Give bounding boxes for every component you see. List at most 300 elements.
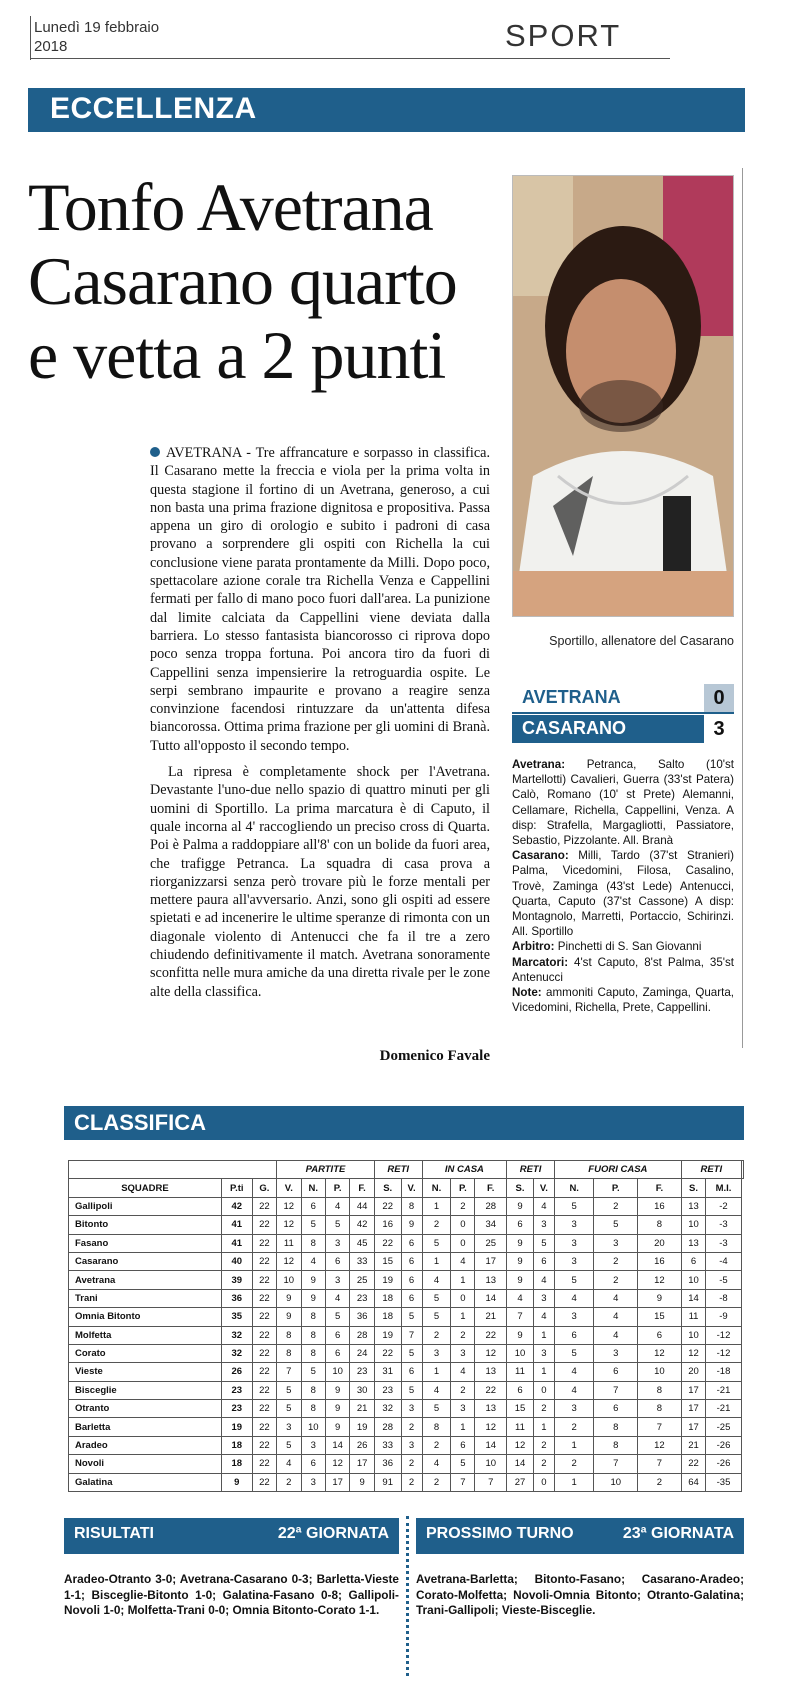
stat-cell: 20 <box>681 1363 705 1381</box>
stat-cell: -18 <box>706 1363 742 1381</box>
table-row <box>69 1216 744 1234</box>
stat-cell: 9 <box>277 1308 301 1326</box>
stat-cell: 8 <box>301 1326 325 1344</box>
table-row <box>69 1455 744 1473</box>
lineup-casarano <box>512 848 734 939</box>
points-cell: 19 <box>221 1418 252 1436</box>
match-report <box>512 757 734 1015</box>
stat-cell: 3 <box>301 1436 325 1454</box>
stat-cell: 11 <box>507 1363 534 1381</box>
stat-cell: 10 <box>681 1271 705 1289</box>
scorers-label: Marcatori: <box>512 955 569 969</box>
team-name: Avetrana <box>69 1271 222 1289</box>
column-header: N. <box>301 1179 325 1197</box>
table-row <box>69 1344 744 1362</box>
stat-cell: 9 <box>507 1234 534 1252</box>
stat-cell: 8 <box>277 1326 301 1344</box>
next-round-band <box>416 1518 744 1554</box>
group-header: IN CASA <box>422 1161 507 1179</box>
stat-cell: 2 <box>451 1326 475 1344</box>
stat-cell: 4 <box>533 1271 554 1289</box>
author-byline: Domenico Favale <box>379 1048 490 1064</box>
table-row <box>69 1197 744 1215</box>
points-cell: 18 <box>221 1436 252 1454</box>
section-title: SPORT <box>505 18 622 53</box>
stat-cell: 5 <box>301 1216 325 1234</box>
stat-cell: 5 <box>401 1381 422 1399</box>
team-name: Casarano <box>69 1252 222 1270</box>
table-row <box>69 1308 744 1326</box>
stat-cell: 14 <box>475 1436 507 1454</box>
paragraph-1 <box>150 444 490 755</box>
team-name: Molfetta <box>69 1326 222 1344</box>
stat-cell: 22 <box>252 1344 276 1362</box>
stat-cell: 22 <box>252 1197 276 1215</box>
next-round-text: Avetrana-Barletta; Bitonto-Fasano; Casarano-Aradeo; Corato-Molfetta; Novoli-Omnia Bitonto; Otranto-Galatina; Trani-Gallipoli; Vieste-Bisceglie. <box>416 1572 744 1617</box>
stat-cell: -35 <box>706 1473 742 1491</box>
header-divider <box>30 16 31 60</box>
stat-cell: 12 <box>277 1252 301 1270</box>
stat-cell: 5 <box>277 1400 301 1418</box>
stat-cell: 9 <box>301 1271 325 1289</box>
stat-cell: 6 <box>554 1326 594 1344</box>
stat-cell: 4 <box>533 1308 554 1326</box>
bullet-icon <box>150 447 160 457</box>
stat-cell: 25 <box>350 1271 374 1289</box>
points-cell: 18 <box>221 1455 252 1473</box>
points-cell: 23 <box>221 1400 252 1418</box>
stat-cell: 17 <box>681 1400 705 1418</box>
column-header: P. <box>451 1179 475 1197</box>
stat-cell: -9 <box>706 1308 742 1326</box>
stat-cell: 4 <box>554 1363 594 1381</box>
stat-cell: 6 <box>507 1381 534 1399</box>
stat-cell: 19 <box>350 1418 374 1436</box>
table-row <box>69 1326 744 1344</box>
points-cell: 23 <box>221 1381 252 1399</box>
points-cell: 41 <box>221 1234 252 1252</box>
home-goals: 0 <box>704 684 734 712</box>
stat-cell: 9 <box>638 1289 682 1307</box>
score-home-row <box>512 684 734 714</box>
stat-cell: 33 <box>374 1436 401 1454</box>
stat-cell: 2 <box>533 1400 554 1418</box>
team-name: Fasano <box>69 1234 222 1252</box>
stat-cell: 5 <box>422 1234 451 1252</box>
points-cell: 42 <box>221 1197 252 1215</box>
table-row <box>69 1289 744 1307</box>
stat-cell: 5 <box>401 1344 422 1362</box>
stat-cell: 12 <box>475 1418 507 1436</box>
paragraph-1-text: - Tre affrancature e sorpasso in classifica. Il Casarano mette la freccia e viola per la prima volta in questa stagione il fortino di un Avetrana, generoso, a cui non basta una prima frazione dignitosa e propositiva. Passa appena un giro di orologio e subito i padroni di casa provano a sorprendere gli ospiti con Richella la cui conclusione viene parata prontamente da Milli. Dopo poco, spettacolare azione corale tra Richella Venza e Cappellini fermati per fallo di mano poco fuori dall'area. La punizione dal limite calciata da Cappellini viene deviata dalla barriera. Lo stesso fantasista biancorosso ci riprova dopo poco senza troppa fortuna. Poi ancora tiro da fuori di Cappellini senza impensierire la retroguardia ospite. Le serpi sembrano impaurite e provano a reagire senza convinzione facendosi rintuzzare da un'attenta difesa biancorossa. Ottima prima frazione per gli uomini di Branà. Tutto all'opposto il secondo tempo. <box>150 445 490 754</box>
notes <box>512 985 734 1015</box>
stat-cell: 4 <box>594 1308 638 1326</box>
stat-cell: 31 <box>374 1363 401 1381</box>
stat-cell: 22 <box>252 1234 276 1252</box>
stat-cell: 5 <box>401 1308 422 1326</box>
person-photo-icon <box>513 176 733 616</box>
stat-cell: 30 <box>350 1381 374 1399</box>
stat-cell: 7 <box>594 1381 638 1399</box>
group-header: FUORI CASA <box>554 1161 681 1179</box>
stat-cell: 4 <box>554 1289 594 1307</box>
stat-cell: 0 <box>451 1289 475 1307</box>
stat-cell: 9 <box>350 1473 374 1491</box>
stat-cell: 3 <box>594 1344 638 1362</box>
stat-cell: 5 <box>301 1363 325 1381</box>
stat-cell: 22 <box>374 1344 401 1362</box>
stat-cell: 9 <box>507 1197 534 1215</box>
stat-cell: 4 <box>325 1197 349 1215</box>
stat-cell: 44 <box>350 1197 374 1215</box>
stat-cell: 3 <box>401 1400 422 1418</box>
stat-cell: 7 <box>507 1308 534 1326</box>
photo-caption: Sportillo, allenatore del Casarano <box>549 634 734 648</box>
stat-cell: 1 <box>554 1436 594 1454</box>
group-empty <box>741 1161 743 1179</box>
article-body <box>150 444 490 1001</box>
issue-date: Lunedì 19 febbraio 2018 <box>34 19 160 55</box>
stat-cell: 22 <box>681 1455 705 1473</box>
stat-cell: 12 <box>638 1344 682 1362</box>
column-header: N. <box>422 1179 451 1197</box>
score-away-row <box>512 715 734 743</box>
team-name: Novoli <box>69 1455 222 1473</box>
column-header: S. <box>681 1179 705 1197</box>
table-row <box>69 1473 744 1491</box>
stat-cell: 3 <box>533 1344 554 1362</box>
stat-cell: 7 <box>594 1455 638 1473</box>
stat-cell: 8 <box>594 1418 638 1436</box>
stat-cell: 6 <box>507 1216 534 1234</box>
stat-cell: 3 <box>554 1252 594 1270</box>
stat-cell: 5 <box>554 1271 594 1289</box>
stat-cell: 12 <box>638 1436 682 1454</box>
table-row <box>69 1271 744 1289</box>
stat-cell: 10 <box>301 1418 325 1436</box>
stat-cell: 14 <box>475 1289 507 1307</box>
column-header: P.ti <box>221 1179 252 1197</box>
stat-cell: 22 <box>374 1197 401 1215</box>
stat-cell: 9 <box>507 1326 534 1344</box>
stat-cell: 5 <box>451 1455 475 1473</box>
stat-cell: 5 <box>422 1308 451 1326</box>
stat-cell: 3 <box>554 1400 594 1418</box>
stat-cell: 10 <box>475 1455 507 1473</box>
stat-cell: 28 <box>475 1197 507 1215</box>
stat-cell: 6 <box>451 1436 475 1454</box>
stat-cell: 4 <box>451 1252 475 1270</box>
stat-cell: 1 <box>533 1326 554 1344</box>
stat-cell: 19 <box>374 1326 401 1344</box>
stat-cell: 8 <box>301 1234 325 1252</box>
stat-cell: 1 <box>451 1418 475 1436</box>
team-name: Gallipoli <box>69 1197 222 1215</box>
stat-cell: -5 <box>706 1271 742 1289</box>
stat-cell: 64 <box>681 1473 705 1491</box>
team-name: Trani <box>69 1289 222 1307</box>
stat-cell: 34 <box>475 1216 507 1234</box>
stat-cell: 1 <box>533 1363 554 1381</box>
stat-cell: 18 <box>374 1289 401 1307</box>
stat-cell: 8 <box>638 1400 682 1418</box>
stat-cell: -4 <box>706 1252 742 1270</box>
column-header: SQUADRE <box>69 1179 222 1197</box>
referee-text: Pinchetti di S. San Giovanni <box>554 940 702 954</box>
stat-cell: 6 <box>301 1197 325 1215</box>
stat-cell: 10 <box>681 1326 705 1344</box>
stat-cell: 6 <box>401 1289 422 1307</box>
stat-cell: 36 <box>350 1308 374 1326</box>
stat-cell: 3 <box>301 1473 325 1491</box>
stat-cell: 5 <box>277 1436 301 1454</box>
stat-cell: 13 <box>475 1271 507 1289</box>
stat-cell: 15 <box>374 1252 401 1270</box>
lineup-casarano-text: Milli, Tardo (37'st Stranieri) Palma, Vicedomini, Filosa, Casalino, Trovè, Zaminga (43'st Lede) Antenucci, Quarta, Caputo (37'st Cassone) A disp: Montagnolo, Marretti, Portaccio, Schirinzi. All. Sportillo <box>512 849 734 939</box>
paragraph-2: La ripresa è completamente shock per l'Avetrana. Devastante l'uno-due nello spazio di quattro minuti per gli uomini di Sportillo. La prima marcatura è di Caputo, il quale incorna al 4' raccogliendo un preciso cross di Quarta. Poi è Palma a raddoppiare all'8' con un bolide da fuori area, che trafigge Petranca. La squadra di casa prova a riorganizzarsi senza però trovare più le forze mentali per mettere paura all'avversario. Anzi, sono gli ospiti ad essere spietati e ad incenerire le ultime speranze di rimonta con un diagonale violento di Antenucci che fa il tre a zero chiudendo definitivamente il match. Avetrana sonoramente sconfitta nelle mura amiche da una diretta rivale per le zone alte della classifica. <box>150 764 490 1000</box>
stat-cell: -2 <box>706 1197 742 1215</box>
stat-cell: 5 <box>554 1197 594 1215</box>
stat-cell: 3 <box>451 1344 475 1362</box>
stat-cell: 4 <box>533 1197 554 1215</box>
scorers-text: 4'st Caputo, 8'st Palma, 35'st Antenucci <box>512 955 734 984</box>
stat-cell: 2 <box>533 1436 554 1454</box>
stat-cell: 7 <box>475 1473 507 1491</box>
stat-cell: 23 <box>374 1381 401 1399</box>
stat-cell: -8 <box>706 1289 742 1307</box>
team-name: Vieste <box>69 1363 222 1381</box>
team-name: Aradeo <box>69 1436 222 1454</box>
stat-cell: 8 <box>422 1418 451 1436</box>
stat-cell: 6 <box>681 1252 705 1270</box>
stat-cell: 4 <box>422 1271 451 1289</box>
group-header: RETI <box>507 1161 555 1179</box>
stat-cell: 3 <box>277 1418 301 1436</box>
stat-cell: 7 <box>638 1418 682 1436</box>
stat-cell: 3 <box>451 1400 475 1418</box>
stat-cell: 2 <box>638 1473 682 1491</box>
stat-cell: 12 <box>277 1216 301 1234</box>
referee-label: Arbitro: <box>512 940 555 954</box>
stat-cell: 2 <box>401 1455 422 1473</box>
stat-cell: 2 <box>401 1418 422 1436</box>
stat-cell: 12 <box>277 1197 301 1215</box>
stat-cell: 3 <box>325 1271 349 1289</box>
stat-cell: -25 <box>706 1418 742 1436</box>
team-name: Omnia Bitonto <box>69 1308 222 1326</box>
stat-cell: 11 <box>681 1308 705 1326</box>
stat-cell: 26 <box>350 1436 374 1454</box>
stat-cell: 22 <box>252 1216 276 1234</box>
stat-cell: 2 <box>554 1455 594 1473</box>
results-round: 22ª GIORNATA <box>277 1525 389 1542</box>
stat-cell: 9 <box>507 1252 534 1270</box>
stat-cell: -26 <box>706 1455 742 1473</box>
stat-cell: 12 <box>475 1344 507 1362</box>
stat-cell: 7 <box>638 1455 682 1473</box>
standings-header-row <box>69 1179 744 1197</box>
stat-cell: 22 <box>475 1381 507 1399</box>
next-round-number: 23ª GIORNATA <box>622 1525 734 1542</box>
stat-cell: 16 <box>638 1197 682 1215</box>
stat-cell: 17 <box>681 1418 705 1436</box>
stat-cell: 1 <box>533 1418 554 1436</box>
stat-cell: 1 <box>451 1271 475 1289</box>
standings-band <box>64 1106 744 1140</box>
stat-cell: 6 <box>638 1326 682 1344</box>
stat-cell: 2 <box>451 1381 475 1399</box>
stat-cell: 15 <box>638 1308 682 1326</box>
stat-cell: 4 <box>594 1326 638 1344</box>
stat-cell: 4 <box>451 1363 475 1381</box>
stat-cell: 9 <box>507 1271 534 1289</box>
column-header: P. <box>325 1179 349 1197</box>
stat-cell: 21 <box>475 1308 507 1326</box>
stat-cell: 3 <box>422 1344 451 1362</box>
stat-cell: 32 <box>374 1400 401 1418</box>
stat-cell: 12 <box>507 1436 534 1454</box>
stat-cell: 25 <box>475 1234 507 1252</box>
stat-cell: 6 <box>301 1455 325 1473</box>
stat-cell: 12 <box>638 1271 682 1289</box>
stat-cell: -12 <box>706 1326 742 1344</box>
stat-cell: 6 <box>325 1326 349 1344</box>
stat-cell: 4 <box>325 1289 349 1307</box>
stat-cell: 5 <box>277 1381 301 1399</box>
stat-cell: 2 <box>554 1418 594 1436</box>
stat-cell: 17 <box>475 1252 507 1270</box>
stat-cell: 4 <box>594 1289 638 1307</box>
points-cell: 39 <box>221 1271 252 1289</box>
stat-cell: 2 <box>422 1216 451 1234</box>
team-name: Bisceglie <box>69 1381 222 1399</box>
stat-cell: 21 <box>350 1400 374 1418</box>
stat-cell: 22 <box>252 1363 276 1381</box>
stat-cell: 2 <box>533 1455 554 1473</box>
stat-cell: 22 <box>252 1400 276 1418</box>
stat-cell: 2 <box>422 1436 451 1454</box>
stat-cell: 17 <box>681 1381 705 1399</box>
group-header: RETI <box>681 1161 741 1179</box>
away-team: CASARANO <box>522 718 627 738</box>
stat-cell: 5 <box>325 1216 349 1234</box>
team-name: Otranto <box>69 1400 222 1418</box>
stat-cell: 3 <box>401 1436 422 1454</box>
header-rule <box>30 58 670 59</box>
stat-cell: 8 <box>301 1308 325 1326</box>
stat-cell: 22 <box>252 1381 276 1399</box>
points-cell: 36 <box>221 1289 252 1307</box>
stat-cell: 19 <box>374 1271 401 1289</box>
stat-cell: 6 <box>401 1271 422 1289</box>
points-cell: 32 <box>221 1344 252 1362</box>
stat-cell: 5 <box>594 1216 638 1234</box>
stat-cell: 6 <box>401 1363 422 1381</box>
stat-cell: 9 <box>277 1289 301 1307</box>
stat-cell: 4 <box>507 1289 534 1307</box>
stat-cell: 2 <box>401 1473 422 1491</box>
stat-cell: 14 <box>507 1455 534 1473</box>
scorers <box>512 955 734 985</box>
headline: Tonfo Avetrana Casarano quarto e vetta a 2 punti <box>28 169 457 393</box>
stat-cell: 6 <box>594 1363 638 1381</box>
stat-cell: 23 <box>350 1289 374 1307</box>
stat-cell: -3 <box>706 1234 742 1252</box>
stat-cell: 21 <box>681 1436 705 1454</box>
stat-cell: 1 <box>554 1473 594 1491</box>
stat-cell: 6 <box>325 1252 349 1270</box>
stat-cell: 10 <box>681 1216 705 1234</box>
lineup-avetrana <box>512 757 734 848</box>
notes-label: Note: <box>512 986 542 1000</box>
category-band <box>28 88 745 132</box>
stat-cell: 2 <box>594 1271 638 1289</box>
stat-cell: 2 <box>277 1473 301 1491</box>
stat-cell: 16 <box>638 1252 682 1270</box>
column-header: F. <box>350 1179 374 1197</box>
group-header: PARTITE <box>277 1161 375 1179</box>
column-header: G. <box>252 1179 276 1197</box>
stat-cell: 7 <box>277 1363 301 1381</box>
stat-cell: 8 <box>277 1344 301 1362</box>
stat-cell: 13 <box>681 1197 705 1215</box>
stat-cell: 4 <box>301 1252 325 1270</box>
column-header: S. <box>374 1179 401 1197</box>
stat-cell: 33 <box>350 1252 374 1270</box>
team-name: Bitonto <box>69 1216 222 1234</box>
column-divider <box>406 1516 409 1676</box>
stat-cell: 22 <box>252 1455 276 1473</box>
stat-cell: 16 <box>374 1216 401 1234</box>
stat-cell: 8 <box>638 1216 682 1234</box>
notes-text: ammoniti Caputo, Zaminga, Quarta, Vicedomini, Richella, Prete, Cappellini. <box>512 986 734 1015</box>
lineup-avetrana-text: Petranca, Salto (10'st Martellotti) Cavalieri, Guerra (33'st Patera) Calò, Romano (10' st Prete) Alemanni, Cellamare, Richella, Cappellini, Venza. A disp: Strafella, Margagliotti, Passiatore, Sebastio, Pizzolante. All. Branà <box>512 758 734 848</box>
stat-cell: 8 <box>401 1197 422 1215</box>
stat-cell: 10 <box>638 1363 682 1381</box>
stat-cell: 0 <box>451 1234 475 1252</box>
stat-cell: 22 <box>252 1271 276 1289</box>
team-name: Corato <box>69 1344 222 1362</box>
scoreboard <box>512 684 734 746</box>
stat-cell: 9 <box>325 1381 349 1399</box>
stat-cell: 2 <box>594 1197 638 1215</box>
stat-cell: 17 <box>350 1455 374 1473</box>
points-cell: 41 <box>221 1216 252 1234</box>
table-row <box>69 1436 744 1454</box>
column-rule <box>742 168 743 1048</box>
stat-cell: 9 <box>325 1418 349 1436</box>
stat-cell: 10 <box>594 1473 638 1491</box>
stat-cell: 5 <box>422 1400 451 1418</box>
stat-cell: 24 <box>350 1344 374 1362</box>
column-header: N. <box>554 1179 594 1197</box>
team-name: Barletta <box>69 1418 222 1436</box>
stat-cell: 3 <box>533 1216 554 1234</box>
stat-cell: 22 <box>252 1308 276 1326</box>
stat-cell: 8 <box>638 1381 682 1399</box>
stat-cell: 6 <box>594 1400 638 1418</box>
stat-cell: 1 <box>451 1308 475 1326</box>
stat-cell: 2 <box>594 1252 638 1270</box>
stat-cell: 23 <box>350 1363 374 1381</box>
table-row <box>69 1252 744 1270</box>
stat-cell: 22 <box>252 1326 276 1344</box>
stat-cell: 8 <box>301 1381 325 1399</box>
points-cell: 26 <box>221 1363 252 1381</box>
dateline: AVETRANA <box>166 445 242 461</box>
stat-cell: 3 <box>325 1234 349 1252</box>
team-name: Galatina <box>69 1473 222 1491</box>
